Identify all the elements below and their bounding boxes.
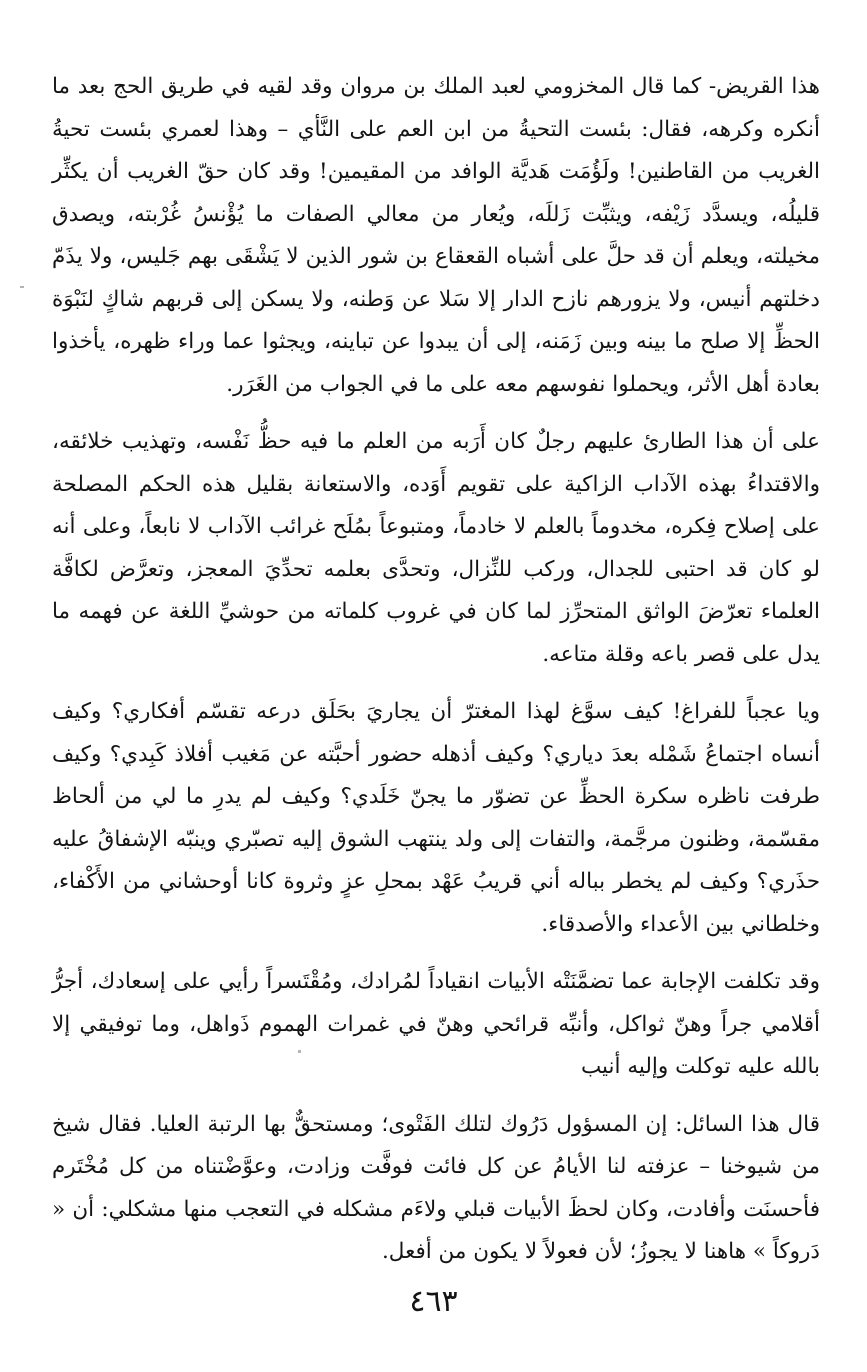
paragraph-4: وقد تكلفت الإجابة عما تضمَّنَتْه الأبيات انقياداً لمُرادك، ومُقْتَسراً رأيي على إسعادك، أجرُّ أقلامي جراً وهنّ ثواكل، وأنبِّه قرائحي وهنّ في غمرات الهموم ذَواهل، وما توفيقي إلا بالله عليه توكلت وإليه أنيب — [52, 969, 820, 1079]
paragraph-2: على أن هذا الطارئ عليهم رجلٌ كان أَرَبه من العلم ما فيه حظُّ نَفْسه، وتهذيب خلائقه، والاقتداءُ بهذه الآداب الزاكية على تقويم أَوَده، والاستعانة بقليل هذه الحكم المصلحة على إصلاح فِكره، مخدوماً بالعلم لا خادماً، ومتبوعاً بمُلَح غرائب الآداب لا نابعاً، وعلى أنه لو كان قد احتبى للجدال، وركب للنِّزال، وتحدَّى بعلمه تحدِّيَ المعجز، وتعرَّض لكافَّة العلماء تعرّضَ الواثق المتحرِّز لما كان في غروب كلماته من حوشيِّ اللغة عن فهمه ما يدل على قصر باعه وقلة متاعه. — [52, 429, 820, 667]
page-number: ٤٦٣ — [409, 1284, 458, 1319]
paragraph-3: ويا عجباً للفراغ! كيف سوَّغ لهذا المغترّ أن يجاريَ بحَلَق درعه تقسّم أفكاري؟ وكيف أنساه اجتماعُ شَمْله بعدَ دياري؟ وكيف أذهله حضور أحبَّته عن مَغيب أفلاذ كَبِدي؟ وكيف طرفت ناظره سكرة الحظِّ عن تضوّر ما يجنّ خَلَدي؟ وكيف لم يدرِ ما لي من ألحاظ مقسّمة، وظنون مرجَّمة، والتفات إلى ولد ينتهب الشوق إليه تصبّري وينبّه الإشفاقُ عليه حذَري؟ وكيف لم يخطر بباله أني قريبُ عَهْد بمحلِ عزٍ وثروة كانا أوحشاني من الأَكْفاء، وخلطاني بين الأعداء والأصدقاء. — [52, 699, 820, 937]
paragraph-5: قال هذا السائل: إن المسؤول دَرُوك لتلك الفَتْوى؛ ومستحقٌّ بها الرتبة العليا. فقال شيخ من شيوخنا – عزفته لنا الأيامُ عن كل فائت فوفَّت وزادت، وعوَّضْتناه من كل مُخْتَرم فأحسنَت وأفادت، وكان لحظَ الأبيات قبلي ولاءَم مشكله في التعجب منها مشكلي: أن « دَروكاً » هاهنا لا يجوزُ؛ لأن فعولاً لا يكون من أفعل. — [52, 1111, 820, 1264]
paragraph-1: هذا القريض- كما قال المخزومي لعبد الملك بن مروان وقد لقيه في طريق الحج بعد ما أنكره وكرهه، فقال: بئست التحيةُ من ابن العم على النَّأي – وهذا لعمري بئست تحيةُ الغريب من القاطنين! ولَؤُمَت هَديَّة الوافد من المقيمين! وقد كان حقّ الغريب أن يكثِّر قليلُه، ويسدَّد زَيْفه، ويثبِّت زَللَه، ويُعار من معالي الصفات ما يُؤْنسُ غُرْبته، ويصدق مخيلته، ويعلم أن قد حلَّ على أشباه القعقاع بن شور الذين لا يَشْقَى بهم جَليس، ولا يذَمّ دخلتهم أنيس، ولا يزورهم نازح الدار إلا سَلا عن وَطنه، ولا يسكن إلى قربهم شاكٍ لنَبْوَة الحظِّ إلا صلح ما بينه وبين زَمَنه، إلى أن يبدوا عن تباينه، ويجثوا عما وراء ظهره، يأخذوا بعادة أهل الأثر، ويحملوا نفوسهم معه على ما في الجواب من الغَرَر. — [52, 74, 820, 397]
scan-speck — [298, 1050, 301, 1053]
scan-speck — [20, 286, 24, 288]
page-body — [52, 66, 820, 1274]
